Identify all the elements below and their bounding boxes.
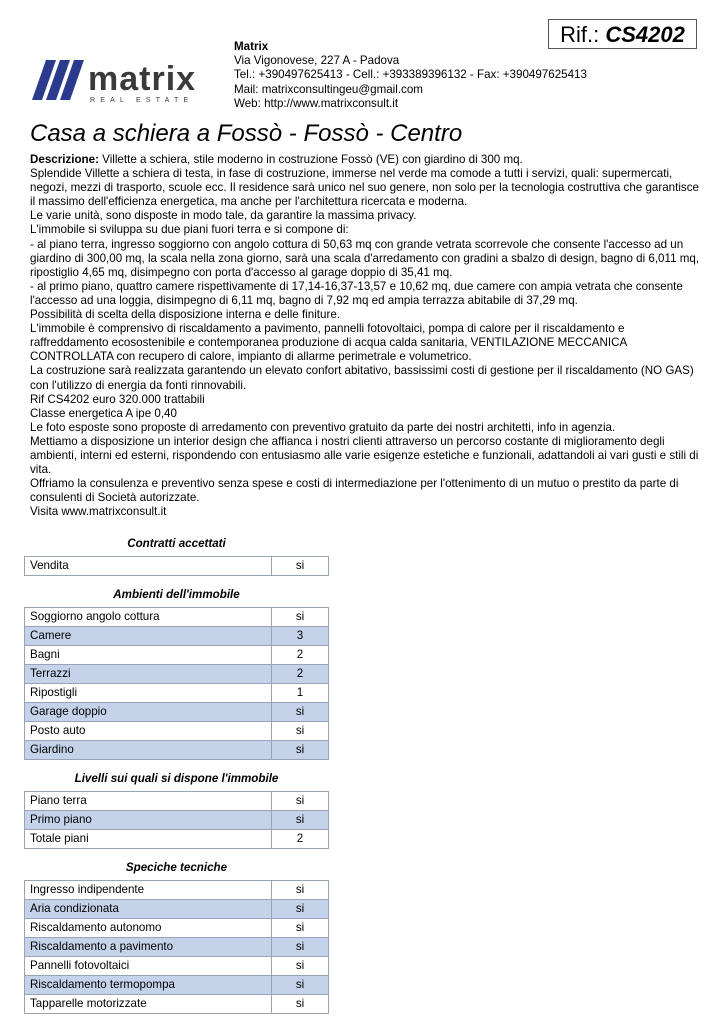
table-row [25,881,329,900]
row-value: 2 [272,646,329,665]
row-value: si [272,957,329,976]
agency-web: Web: http://www.matrixconsult.it [234,96,399,110]
row-value: si [272,976,329,995]
agency-info [234,40,587,111]
row-value: si [272,722,329,741]
table-row [25,627,329,646]
reference-box [548,19,697,49]
description-paragraph: Le foto esposte sono proposte di arredamento con preventivo gratuito da parte dei nostri architetti, info in agenzia. [30,420,616,434]
description-paragraph: Offriamo la consulenza e preventivo senza spese e costi di intermediazione per l'ottenimento di un mutuo o prestito da parte di consulenti di Società autorizzate. [30,477,679,505]
section-title: Ambienti dell'immobile [113,588,240,601]
description-paragraph: L'immobile è comprensivo di riscaldamento a pavimento, pannelli fotovoltaici, pompa di calore per il riscaldamento e raffreddamento ecosostenibile e contemporanea produzione di acqua calda sanitaria, VENTILAZIONE MECCANICA CONTROLLATA con recupero di calore, impianto di allarme perimetrale e volumetrico. [30,322,627,364]
row-label: Riscaldamento termopompa [25,976,272,995]
features-table [24,607,329,760]
row-value: si [272,900,329,919]
description-paragraph: L'immobile si sviluppa su due piani fuori terra e si compone di: [30,223,349,237]
description-paragraph: Le varie unità, sono disposte in modo tale, da garantire la massima privacy. [30,209,417,223]
agency-phones: Tel.: +390497625413 - Cell.: +393389396132 - Fax: +390497625413 [234,68,587,82]
table-row [25,684,329,703]
table-row [25,957,329,976]
section-title: Livelli sui quali si dispone l'immobile [74,772,279,785]
row-value: si [272,741,329,760]
row-label: Camere [25,627,272,646]
features-table [24,556,329,576]
svg-text:matrix: matrix [88,60,197,98]
row-label: Vendita [25,557,272,576]
row-label: Pannelli fotovoltaici [25,957,272,976]
matrix-logo [28,52,218,104]
description-paragraph: - al primo piano, quattro camere rispettivamente di 17,14-16,37-13,57 e 10,62 mq, due camere con ampia vetrata che consente l'accesso ad una loggia, disimpegno di 6,11 mq, bagno di 7,92 mq ed ampia terrazza abitabile di 37,29 mq. [30,279,683,307]
row-label: Ripostigli [25,684,272,703]
table-row [25,722,329,741]
page-title: Casa a schiera a Fossò - Fossò - Centro [30,120,463,147]
row-value: si [272,557,329,576]
features-table [24,880,329,1014]
row-label: Totale piani [25,830,272,849]
row-label: Riscaldamento a pavimento [25,938,272,957]
agency-mail: Mail: matrixconsultingeu@gmail.com [234,82,423,96]
row-value: si [272,919,329,938]
table-row [25,976,329,995]
row-value: 3 [272,627,329,646]
reference-code: CS4202 [605,22,685,47]
row-value: si [272,792,329,811]
table-row [25,830,329,849]
description-paragraph: Mettiamo a disposizione un interior design che affianca i nostri clienti attraverso un percorso costante di miglioramento degli ambienti, interni ed esterni, rispondendo con entusiasmo alle varie esigenze estetiche e funzionali, adattandoli ai vari gusti e stili di vita. [30,434,699,477]
row-label: Giardino [25,741,272,760]
row-value: si [272,811,329,830]
section-title: Contratti accettati [127,537,226,550]
table-row [25,811,329,830]
description-paragraph: Splendide Villette a schiera di testa, in fase di costruzione, immerse nel verde ma comode a tutti i servizi, quali: supermercati, negozi, mezzi di trasporto, scuole ecc. Il residence sarà unico nel suo genere, non solo per la tecnologia costruttiva che garantisce il massimo dell'efficienza energetica, ma anche per l'architettura ricercata e moderna. [30,167,699,209]
table-row [25,900,329,919]
table-row [25,938,329,957]
description-first: Villette a schiera, stile moderno in costruzione Fossò (VE) con giardino di 300 mq. [98,153,523,166]
table-row [25,741,329,760]
table-row [25,995,329,1014]
description [30,153,702,519]
row-value: si [272,938,329,957]
table-row [25,557,329,576]
description-label: Descrizione: [30,153,99,166]
row-label: Piano terra [25,792,272,811]
table-row [25,665,329,684]
table-row [25,646,329,665]
row-label: Posto auto [25,722,272,741]
row-value: si [272,703,329,722]
row-value: si [272,995,329,1014]
description-paragraph: Visita www.matrixconsult.it [30,505,167,519]
agency-name: Matrix [234,40,269,53]
agency-address: Via Vigonovese, 227 A - Padova [234,54,400,68]
row-label: Riscaldamento autonomo [25,919,272,938]
row-label: Tapparelle motorizzate [25,995,272,1014]
description-paragraph: Rif CS4202 euro 320.000 trattabili [30,392,205,406]
description-paragraph: Classe energetica A ipe 0,40 [30,406,177,420]
description-paragraph: - al piano terra, ingresso soggiorno con angolo cottura di 50,63 mq con grande vetrata scorrevole che consente l'accesso ad un giardino di 300,00 mq, la scala nella zona giorno, sarà una scala d'arredamento con gradini a sbalzo di design, bagno di 6,011 mq, ripostiglio 4,65 mq, disimpegno con porta d'accesso al garage doppio di 35,41 mq. [30,237,700,279]
row-value: 2 [272,830,329,849]
reference-label: Rif.: [560,22,606,47]
row-label: Ingresso indipendente [25,881,272,900]
section-rooms [24,588,329,760]
row-label: Bagni [25,646,272,665]
section-technical-specs [24,861,329,1014]
row-value: 1 [272,684,329,703]
description-intro [30,153,702,167]
svg-text:REAL ESTATE: REAL ESTATE [90,97,194,104]
description-paragraph: Possibilità di scelta della disposizione interna e delle finiture. [30,308,340,322]
table-row [25,919,329,938]
row-value: si [272,608,329,627]
description-paragraph: La costruzione sarà realizzata garantendo un elevato confort abitativo, bassissimi costi di gestione per il riscaldamento (NO GAS) con l'utilizzo di energia da fonti rinnovabili. [30,364,694,392]
section-title: Speciche tecniche [125,861,228,874]
logo-mark-icon [32,60,84,100]
row-label: Garage doppio [25,703,272,722]
row-label: Primo piano [25,811,272,830]
table-row [25,703,329,722]
row-value: si [272,881,329,900]
row-value: 2 [272,665,329,684]
features-table [24,791,329,849]
row-label: Terrazzi [25,665,272,684]
row-label: Soggiorno angolo cottura [25,608,272,627]
section-contracts [24,537,329,576]
row-label: Aria condizionata [25,900,272,919]
table-row [25,792,329,811]
table-row [25,608,329,627]
section-levels [24,772,329,849]
